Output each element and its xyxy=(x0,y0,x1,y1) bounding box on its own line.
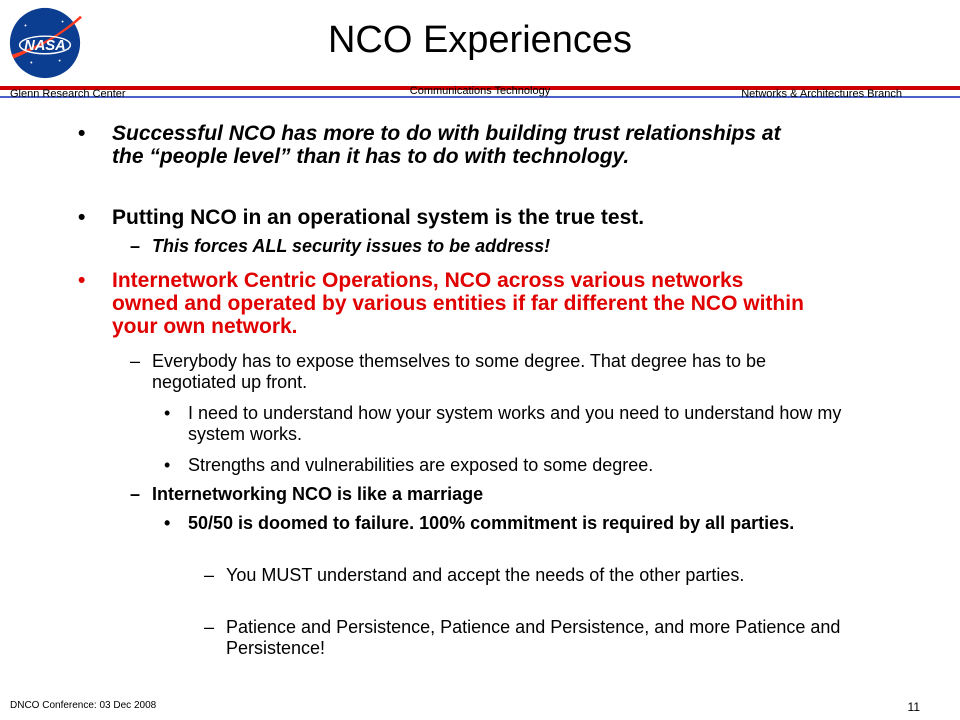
bullet-2 xyxy=(78,206,872,229)
bullet-3-text: Internetwork Centric Operations, NCO across various networks owned and operated by various entities if far different the NCO within your own network. xyxy=(112,269,804,338)
bullet-3-sub-2-a-i xyxy=(204,565,856,586)
dash-marker: – xyxy=(130,236,141,256)
bullet-marker: • xyxy=(164,513,171,533)
bullet-marker: • xyxy=(164,403,171,423)
bullet-1 xyxy=(78,122,812,168)
bullet-1-text: Successful NCO has more to do with building trust relationships at the “people level” than it has to do with technology. xyxy=(112,122,781,168)
bullet-3-sub-1 xyxy=(130,351,812,393)
bullet-3-sub-1-b xyxy=(164,455,858,476)
bullet-marker: • xyxy=(78,122,86,145)
bullet-3-sub-2-a-ii-text: Patience and Persistence, Patience and Persistence, and more Patience and Persistence! xyxy=(226,617,841,658)
dash-marker: – xyxy=(130,351,141,371)
bullet-2-sub-1 xyxy=(130,236,852,257)
bullet-marker: • xyxy=(78,269,86,292)
bullet-2-text: Putting NCO in an operational system is the true test. xyxy=(112,206,645,229)
page-number: 11 xyxy=(907,700,920,714)
bullet-3-sub-1-b-text: Strengths and vulnerabilities are exposed to some degree. xyxy=(188,455,654,475)
bullet-3 xyxy=(78,269,812,338)
page-title: NCO Experiences xyxy=(327,19,633,61)
bullet-marker: • xyxy=(78,206,86,229)
bullet-3-sub-2 xyxy=(130,484,812,505)
bullet-3-sub-1-a xyxy=(164,403,858,445)
bullet-3-sub-2-a-text: 50/50 is doomed to failure. 100% commitment is required by all parties. xyxy=(188,513,795,533)
bullet-3-sub-1-a-text: I need to understand how your system works and you need to understand how my system works. xyxy=(188,403,842,444)
dash-marker: – xyxy=(130,484,141,504)
header-left-label: Glenn Research Center xyxy=(10,88,126,100)
bullet-3-sub-2-a-i-text: You MUST understand and accept the needs of the other parties. xyxy=(226,565,745,585)
footer-conference-label: DNCO Conference: 03 Dec 2008 xyxy=(10,700,157,711)
bullet-3-sub-2-text: Internetworking NCO is like a marriage xyxy=(152,484,484,504)
bullet-3-sub-2-a-ii xyxy=(204,617,856,659)
dash-marker: – xyxy=(204,617,215,637)
header-center-label: Communications Technology xyxy=(409,85,551,97)
bullet-marker: • xyxy=(164,455,171,475)
header-right-label: Networks & Architectures Branch xyxy=(741,88,902,100)
bullet-3-sub-1-text: Everybody has to expose themselves to some degree. That degree has to be negotiated up front. xyxy=(152,351,767,392)
dash-marker: – xyxy=(204,565,215,585)
bullet-2-sub-1-text: This forces ALL security issues to be address! xyxy=(152,236,551,256)
bullet-3-sub-2-a xyxy=(164,513,858,534)
nasa-logo-text: NASA xyxy=(24,37,66,54)
